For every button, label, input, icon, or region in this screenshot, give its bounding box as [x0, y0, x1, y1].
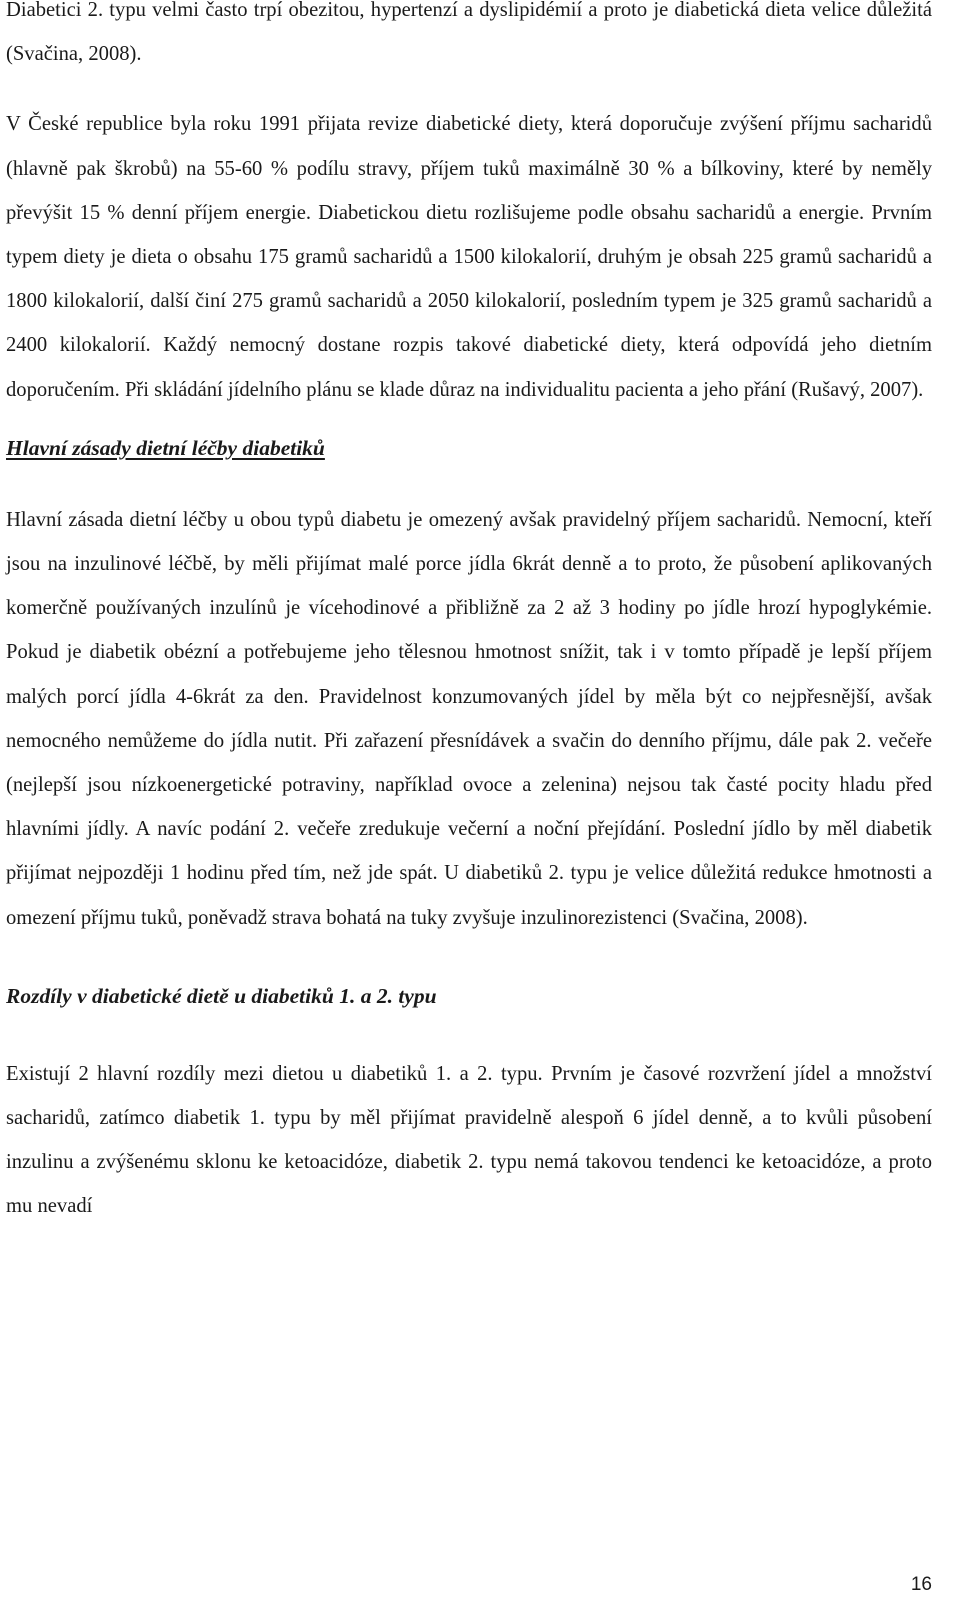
heading-principles: Hlavní zásady dietní léčby diabetiků	[6, 435, 325, 460]
page-number: 16	[910, 1574, 932, 1595]
document-page	[6, 0, 932, 1229]
paragraph-diet-revision: V České republice byla roku 1991 přijata revize diabetické diety, která doporučuje zvýšení příjmu sacharidů (hlavně pak škrobů) na 55-60 % podílu stravy, příjem tuků maximálně 30 % a bílkoviny, které by neměly převýšit 15 % denní příjem energie. Diabetickou dietu rozlišujeme podle obsahu sacharidů a energie. Prvním typem diety je dieta o obsahu 175 gramů sacharidů a 1500 kilokalorií, druhým je obsah 225 gramů sacharidů a 1800 kilokalorií, další činí 275 gramů sacharidů a 2050 kilokalorií, posledním typem je 325 gramů sacharidů a 2400 kilokalorií. Každý nemocný dostane rozpis takové diabetické diety, která odpovídá jeho dietním doporučením. Při skládání jídelního plánu se klade důraz na individualitu pacienta a jeho přání (Rušavý, 2007).	[6, 113, 932, 401]
heading-differences: Rozdíly v diabetické dietě u diabetiků 1. a 2. typu	[6, 983, 437, 1008]
paragraph-intro: Diabetici 2. typu velmi často trpí obezitou, hypertenzí a dyslipidémií a proto je diabetická dieta velice důležitá (Svačina, 2008).	[6, 0, 932, 66]
paragraph-principles: Hlavní zásada dietní léčby u obou typů diabetu je omezený avšak pravidelný příjem sacharidů. Nemocní, kteří jsou na inzulinové léčbě, by měli přijímat malé porce jídla 6krát denně a to proto, že působení aplikovaných komerčně používaných inzulínů je vícehodinové a přibližně za 2 až 3 hodiny po jídle hrozí hypoglykémie. Pokud je diabetik obézní a potřebujeme jeho tělesnou hmotnost snížit, tak i v tomto případě je lepší příjem malých porcí jídla 4-6krát za den. Pravidelnost konzumovaných jídel by měla být co nejpřesnější, avšak nemocného nemůžeme do jídla nutit. Při zařazení přesnídávek a svačin do denního příjmu, dále pak 2. večeře (nejlepší jsou nízkoenergetické potraviny, například ovoce a zelenina) nejsou tak časté pocity hladu před hlavními jídly. A navíc podání 2. večeře zredukuje večerní a noční přejídání. Poslední jídlo by měl diabetik přijímat nejpozději 1 hodinu před tím, než jde spát. U diabetiků 2. typu je velice důležitá redukce hmotnosti a omezení příjmu tuků, poněvadž strava bohatá na tuky zvyšuje inzulinorezistenci (Svačina, 2008).	[6, 508, 932, 929]
paragraph-differences: Existují 2 hlavní rozdíly mezi dietou u diabetiků 1. a 2. typu. Prvním je časové rozvržení jídel a množství sacharidů, zatímco diabetik 1. typu by měl přijímat pravidelně alespoň 6 jídel denně, a to kvůli působení inzulinu a zvýšenému sklonu ke ketoacidóze, diabetik 2. typu nemá takovou tendenci ke ketoacidóze, a proto mu nevadí	[6, 1062, 932, 1218]
